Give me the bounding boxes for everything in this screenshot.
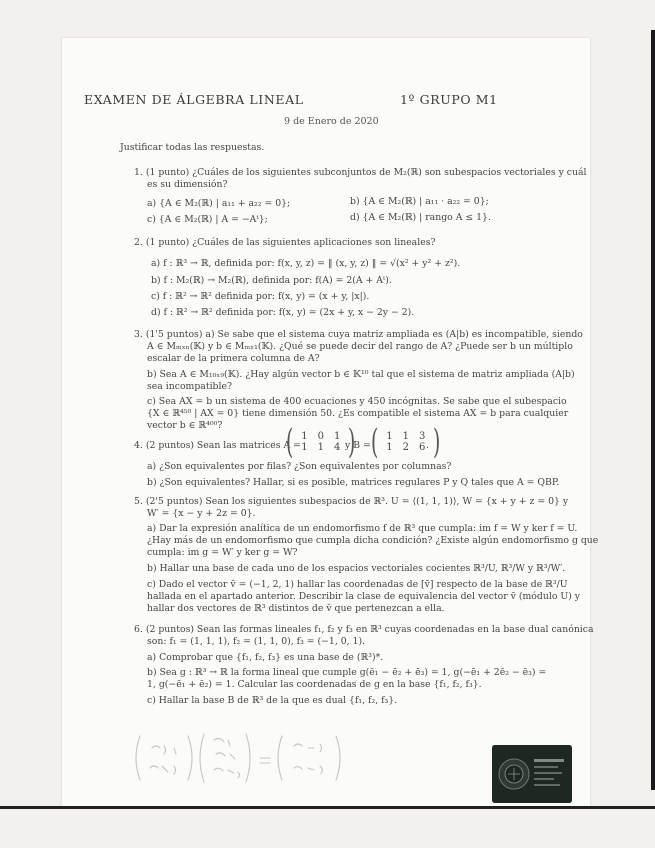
q1-option-a: a) {A ∈ M₂(ℝ) | a₁₁ + a₂₂ = 0}; bbox=[147, 198, 291, 209]
exam-title: EXAMEN DE ÁLGEBRA LINEAL bbox=[84, 92, 304, 107]
q6-part-a: a) Comprobar que {f₁, f₂, f₃} es una base de (ℝ³)*. bbox=[147, 652, 384, 663]
q5-part-c-2: hallada en el apartado anterior. Describir la clase de equivalencia del vector v̄ (módulo U) y bbox=[147, 591, 581, 602]
q5-part-a: a) Dar la expresión analítica de un endomorfismo f de ℝ³ que cumpla: im f = W y ker f = U. bbox=[147, 523, 578, 534]
q6-part-b-2: 1, g(−ē₁ + ē₂) = 1. Calcular las coordenadas de g en la base {f₁, f₂, f₃}. bbox=[147, 679, 482, 690]
instructions: Justificar todas las respuestas. bbox=[120, 142, 265, 153]
logo-emblem-icon bbox=[492, 745, 572, 803]
q6-statement: 6. (2 puntos) Sean las formas lineales f₁, f₂ y f₃ en ℝ³ cuyas coordenadas en la base dual canónica bbox=[134, 624, 594, 635]
university-logo bbox=[492, 745, 572, 803]
q2-option-c: c) f : ℝ² → ℝ² definida por: f(x, y) = (x + y, |x|). bbox=[151, 291, 370, 302]
q3-part-c-3: vector b ∈ ℝ⁴⁰⁰? bbox=[147, 420, 223, 431]
bottom-edge bbox=[0, 806, 655, 809]
q4-period: . bbox=[426, 440, 429, 451]
q5-part-a-2: ¿Hay más de un endomorfismo que cumpla dicha condición? ¿Existe algún endomorfismo g que bbox=[147, 535, 599, 546]
matrix-b-cell: 1 bbox=[386, 431, 393, 442]
q4-statement: 4. (2 puntos) Sean las matrices A = bbox=[134, 440, 301, 451]
q4-and-b: y B = bbox=[345, 440, 371, 451]
matrix-a-left-bracket: ( bbox=[285, 422, 294, 462]
q5-part-a-3: cumpla: im g = W′ y ker g = W? bbox=[147, 547, 298, 558]
matrix-a-right-bracket: ) bbox=[348, 422, 356, 462]
q3-statement-2: A ∈ Mₘₓₙ(𝕂) y b ∈ Mₘₓ₁(𝕂). ¿Qué se puede decir del rango de A? ¿Puede ser b un múltiplo bbox=[147, 341, 573, 352]
matrix-a-cell: 1 bbox=[301, 442, 308, 453]
q6-part-c: c) Hallar la base B de ℝ³ de la que es dual {f₁, f₂, f₃}. bbox=[147, 695, 398, 706]
q3-part-c-2: {X ∈ ℝ⁴⁵⁰ | AX = 0} tiene dimensión 50. ¿Es compatible el sistema AX = b para cualquier bbox=[147, 408, 569, 419]
q5-part-b: b) Hallar una base de cada uno de los espacios vectoriales cocientes ℝ³/U, ℝ³/W y ℝ³/W′. bbox=[147, 563, 566, 574]
q3-statement-3: escalar de la primera columna de A? bbox=[147, 353, 320, 364]
pencil-scribble bbox=[130, 730, 370, 786]
q4-part-b: b) ¿Son equivalentes? Hallar, si es posible, matrices regulares P y Q tales que A = QBP. bbox=[147, 477, 560, 488]
matrix-b bbox=[368, 422, 444, 462]
q2-option-d: d) f : ℝ² → ℝ² definida por: f(x, y) = (2x + y, x − 2y − 2). bbox=[151, 307, 415, 318]
matrix-b-cell: 1 bbox=[402, 431, 410, 442]
matrix-a-cell: 1 bbox=[317, 442, 325, 453]
matrix-a-cell: 0 bbox=[317, 431, 325, 442]
matrix-b-cell: 1 bbox=[386, 442, 393, 453]
q5-part-c-3: hallar dos vectores de ℝ³ distintos de v̄ que pertenezcan a ella. bbox=[147, 603, 445, 614]
q1-statement: 1. (1 punto) ¿Cuáles de los siguientes subconjuntos de M₂(ℝ) son subespacios vectoriales y cuál bbox=[134, 167, 587, 178]
matrix-b-left-bracket: ( bbox=[370, 422, 379, 462]
matrix-b-cell: 3 bbox=[419, 431, 426, 442]
matrix-a-cell: 4 bbox=[334, 442, 341, 453]
q1-statement-cont: es su dimensión? bbox=[147, 179, 228, 190]
q5-statement: 5. (2'5 puntos) Sean los siguientes subespacios de ℝ³. U = ⟨(1, 1, 1)⟩, W = {x + y + z = 0} y bbox=[134, 496, 569, 507]
q6-part-b: b) Sea g : ℝ³ → ℝ la forma lineal que cumple g(ē₁ − ē₂ + ē₃) = 1, g(−ē₁ + 2ē₂ − ē₃) = bbox=[147, 667, 547, 678]
binding-edge bbox=[651, 30, 655, 790]
q6-statement-2: son: f₁ = (1, 1, 1), f₂ = (1, 1, 0), f₃ = (−1, 0, 1). bbox=[147, 636, 366, 647]
matrix-b-cell: 2 bbox=[402, 442, 410, 453]
q3-statement: 3. (1'5 puntos) a) Se sabe que el sistema cuya matriz ampliada es (A|b) es incompatible, siendo bbox=[134, 329, 583, 340]
q3-part-c: c) Sea AX = b un sistema de 400 ecuaciones y 450 incógnitas. Se sabe que el subespacio bbox=[147, 396, 567, 407]
exam-group: 1º GRUPO M1 bbox=[400, 92, 498, 107]
matrix-a-cell: 1 bbox=[334, 431, 341, 442]
q2-option-a: a) f : ℝ³ → ℝ, definida por: f(x, y, z) = ‖ (x, y, z) ‖ = √(x² + y² + z²). bbox=[151, 258, 461, 269]
q4-part-a: a) ¿Son equivalentes por filas? ¿Son equivalentes por columnas? bbox=[147, 461, 452, 472]
q1-option-c: c) {A ∈ M₂(ℝ) | A = −Aᵗ}; bbox=[147, 214, 268, 225]
q5-statement-2: W′ = {x − y + 2z = 0}. bbox=[147, 508, 256, 519]
q1-option-d: d) {A ∈ M₂(ℝ) | rango A ≤ 1}. bbox=[350, 212, 491, 223]
q1-option-b: b) {A ∈ M₂(ℝ) | a₁₁ · a₂₂ = 0}; bbox=[350, 196, 489, 207]
q3-part-b-cont: sea incompatible? bbox=[147, 381, 232, 392]
q2-option-b: b) f : M₂(ℝ) → M₂(ℝ), definida por: f(A) = 2(A + Aᵗ). bbox=[151, 275, 392, 286]
matrix-b-right-bracket: ) bbox=[433, 422, 441, 462]
exam-date: 9 de Enero de 2020 bbox=[284, 116, 379, 127]
q2-statement: 2. (1 punto) ¿Cuáles de las siguientes aplicaciones son lineales? bbox=[134, 237, 436, 248]
q5-part-c: c) Dado el vector v̄ = (−1, 2, 1) hallar las coordenadas de [v̄] respecto de la base de ℝ³/U bbox=[147, 579, 568, 590]
matrix-a-cell: 1 bbox=[301, 431, 308, 442]
q3-part-b: b) Sea A ∈ M₁₀ₓ₉(𝕂). ¿Hay algún vector b ∈ 𝕂¹⁰ tal que el sistema de matriz ampliada (A|b) bbox=[147, 369, 575, 380]
matrix-b-cell: 6 bbox=[419, 442, 426, 453]
